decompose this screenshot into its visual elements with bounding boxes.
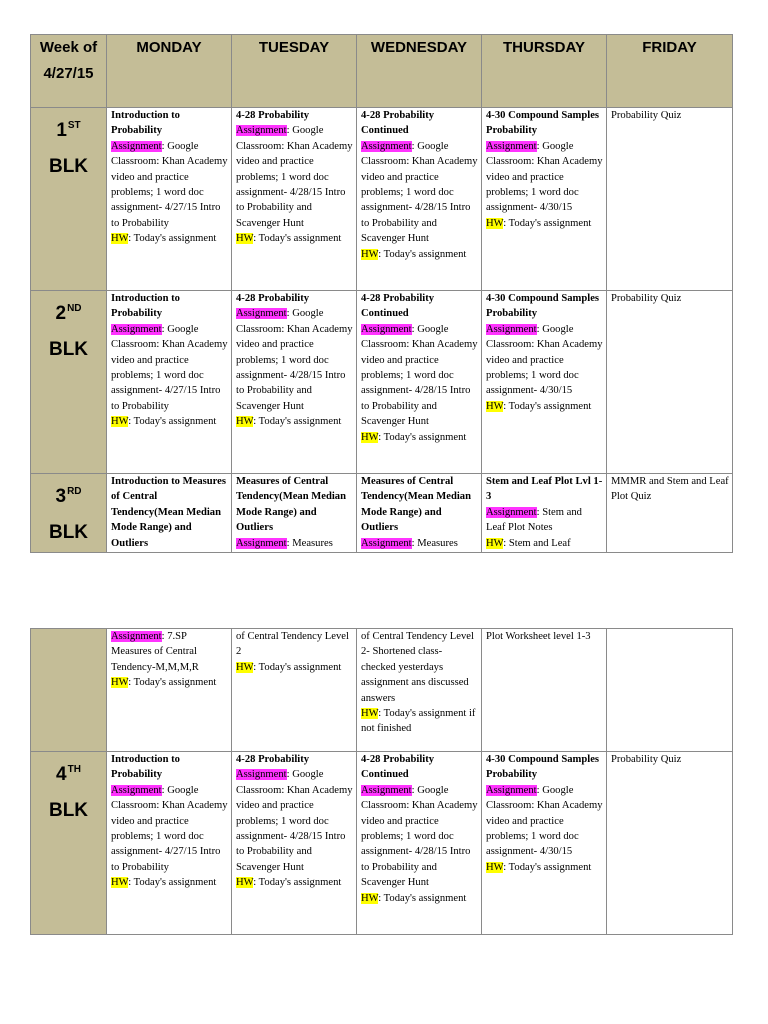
hw-label: HW: [236, 416, 254, 428]
cell-blk4-thursday: [482, 752, 607, 935]
assignment-label: Assignment: [361, 140, 412, 152]
assignment-label: Assignment: [486, 140, 537, 152]
block-label-1: [31, 108, 107, 291]
hw-text: : Today's assignment: [503, 217, 592, 229]
lesson-title: Measures of Central Tendency(Mean Median Mode Range) and Outliers: [236, 476, 346, 534]
continued-text: Plot Worksheet level 1-3: [486, 631, 591, 642]
block-row-3: [31, 474, 733, 553]
block-label-4: [31, 752, 107, 935]
friday-text: Probability Quiz: [611, 110, 682, 121]
cell-blk1-monday: [107, 108, 232, 291]
cell-blk2-thursday: [482, 291, 607, 474]
cell-blk3-wednesday-cont: [357, 629, 482, 752]
lesson-title: Introduction to Measures of Central Tendency(Mean Median Mode Range) and Outliers: [111, 476, 226, 549]
assignment-label: Assignment: [236, 769, 287, 781]
hw-label: HW: [111, 677, 129, 689]
assignment-text: : Google Classroom: Khan Academy video and practice problems; 1 word doc assignment- 4/28/15 Intro to Probability and Scavenger Hunt: [236, 769, 353, 873]
assignment-text: : Google Classroom: Khan Academy video and practice problems; 1 word doc assignment- 4/30/15: [486, 323, 603, 397]
assignment-text: : Google Classroom: Khan Academy video and practice problems; 1 word doc assignment- 4/28/15 Intro to Probability and Scavenger Hunt: [361, 140, 478, 245]
lesson-title: Introduction to Probability: [111, 754, 180, 781]
friday-text: Probability Quiz: [611, 293, 682, 304]
hw-label: HW: [486, 861, 504, 873]
lesson-title: 4-28 Probability Continued: [361, 293, 435, 320]
block-word: BLK: [48, 339, 89, 360]
assignment-text: : Google Classroom: Khan Academy video and practice problems; 1 word doc assignment- 4/28/15 Intro to Probability and Scavenger Hunt: [236, 308, 353, 412]
day-header-wednesday: WEDNESDAY: [357, 35, 482, 108]
hw-text: : Today's assignment: [378, 431, 467, 443]
assignment-text: : Google Classroom: Khan Academy video and practice problems; 1 word doc assignment- 4/27/15 Intro to Probability: [111, 323, 228, 412]
assignment-label: Assignment: [361, 784, 412, 796]
header-row: [31, 35, 733, 108]
assignment-text: : Measures: [286, 537, 333, 549]
block-label-2: [31, 291, 107, 474]
block-ordinal: ST: [67, 120, 81, 131]
hw-label: HW: [236, 233, 254, 245]
assignment-text: : Google Classroom: Khan Academy video and practice problems; 1 word doc assignment- 4/28/15 Intro to Probability and Scavenger Hunt: [361, 784, 478, 889]
block-number: 2: [55, 303, 67, 324]
lesson-title: 4-28 Probability: [236, 293, 310, 304]
cell-blk3-thursday: [482, 474, 607, 553]
block-row-2: [31, 291, 733, 474]
hw-text: : Today's assignment: [253, 416, 342, 428]
assignment-label: Assignment: [486, 506, 537, 518]
assignment-label: Assignment: [361, 323, 412, 335]
day-header-tuesday: TUESDAY: [232, 35, 357, 108]
block-number: 1: [56, 120, 67, 141]
hw-text: : Today's assignment: [378, 892, 467, 904]
lesson-title: 4-28 Probability Continued: [361, 110, 435, 137]
hw-label: HW: [111, 877, 129, 889]
hw-text: : Stem and Leaf: [503, 537, 571, 549]
hw-text: : Today's assignment: [503, 400, 592, 412]
hw-text: : Today's assignment: [128, 677, 217, 689]
lesson-title: 4-30 Compound Samples Probability: [486, 293, 600, 320]
assignment-label: Assignment: [111, 631, 162, 642]
hw-label: HW: [361, 892, 379, 904]
week-header: Week of 4/27/15: [31, 35, 107, 108]
assignment-label: Assignment: [111, 323, 162, 335]
block-row-1: [31, 108, 733, 291]
assignment-label: Assignment: [111, 784, 162, 796]
hw-label: HW: [236, 661, 254, 673]
assignment-label: Assignment: [111, 140, 162, 152]
friday-text: Probability Quiz: [611, 754, 682, 765]
block-word: BLK: [48, 800, 89, 821]
cell-blk1-friday: [607, 108, 733, 291]
hw-text: : Today's assignment: [378, 248, 467, 260]
cell-blk1-wednesday: [357, 108, 482, 291]
lesson-title: 4-28 Probability: [236, 110, 310, 121]
hw-text: : Today's assignment if not finished: [361, 708, 476, 735]
cell-blk3-tuesday: [232, 474, 357, 553]
cell-blk4-tuesday: [232, 752, 357, 935]
cell-blk3-wednesday: [357, 474, 482, 553]
cell-blk4-wednesday: [357, 752, 482, 935]
hw-label: HW: [486, 400, 504, 412]
cell-blk1-tuesday: [232, 108, 357, 291]
hw-label: HW: [236, 877, 254, 889]
cell-blk2-friday: [607, 291, 733, 474]
assignment-text: : Google Classroom: Khan Academy video and practice problems; 1 word doc assignment- 4/28/15 Intro to Probability and Scavenger Hunt: [361, 323, 478, 428]
block-word: BLK: [48, 522, 89, 543]
cell-blk4-friday: [607, 752, 733, 935]
assignment-label: Assignment: [486, 784, 537, 796]
day-header-thursday: THURSDAY: [482, 35, 607, 108]
hw-label: HW: [361, 248, 379, 260]
hw-text: : Today's assignment: [503, 861, 592, 873]
assignment-text: : Stem and Leaf Plot Notes: [486, 506, 582, 534]
cell-blk1-thursday: [482, 108, 607, 291]
cell-blk3-friday-cont: [607, 629, 733, 752]
day-header-monday: MONDAY: [107, 35, 232, 108]
assignment-label: Assignment: [361, 537, 412, 549]
block-label-3-continued: [31, 629, 107, 752]
cell-blk3-tuesday-cont: [232, 629, 357, 752]
continued-text: of Central Tendency Level 2: [236, 631, 349, 658]
assignment-label: Assignment: [236, 308, 287, 320]
assignment-text: : Google Classroom: Khan Academy video and practice problems; 1 word doc assignment- 4/27/15 Intro to Probability: [111, 140, 228, 229]
hw-text: : Today's assignment: [128, 877, 217, 889]
assignment-text: : Google Classroom: Khan Academy video and practice problems; 1 word doc assignment- 4/27/15 Intro to Probability: [111, 784, 228, 873]
block-ordinal: ND: [67, 303, 82, 314]
block-number: 3: [55, 486, 67, 507]
block-ordinal: TH: [67, 764, 81, 775]
cell-blk2-tuesday: [232, 291, 357, 474]
assignment-text: : Measures: [411, 537, 458, 549]
block-row-3-continued: [31, 629, 733, 752]
cell-blk3-monday: [107, 474, 232, 553]
cell-blk3-thursday-cont: [482, 629, 607, 752]
assignment-label: Assignment: [486, 323, 537, 335]
assignment-text: : Google Classroom: Khan Academy video and practice problems; 1 word doc assignment- 4/30/15: [486, 140, 603, 214]
hw-label: HW: [361, 431, 379, 443]
cell-blk3-monday-cont: [107, 629, 232, 752]
cell-blk4-monday: [107, 752, 232, 935]
hw-label: HW: [486, 217, 504, 229]
hw-label: HW: [486, 537, 504, 549]
block-row-4: [31, 752, 733, 935]
assignment-label: Assignment: [236, 125, 287, 137]
block-number: 4: [56, 764, 67, 785]
lesson-plan-table-page2: [30, 628, 733, 935]
hw-text: : Today's assignment: [128, 233, 217, 245]
lesson-title: 4-28 Probability Continued: [361, 754, 435, 781]
hw-label: HW: [111, 416, 129, 428]
lesson-title: 4-28 Probability: [236, 754, 310, 765]
hw-text: : Today's assignment: [253, 877, 342, 889]
cell-blk2-monday: [107, 291, 232, 474]
lesson-title: Introduction to Probability: [111, 110, 180, 137]
cell-blk2-wednesday: [357, 291, 482, 474]
hw-text: : Today's assignment: [253, 661, 342, 673]
block-word: BLK: [48, 156, 89, 177]
continued-text: of Central Tendency Level 2- Shortened class- checked yesterdays assignment ans discussed answers: [361, 631, 474, 704]
block-label-3: [31, 474, 107, 553]
assignment-text: : Google Classroom: Khan Academy video and practice problems; 1 word doc assignment- 4/30/15: [486, 784, 603, 858]
lesson-title: Measures of Central Tendency(Mean Median Mode Range) and Outliers: [361, 476, 471, 534]
lesson-plan-table-page1: [30, 34, 733, 553]
lesson-title: 4-30 Compound Samples Probability: [486, 754, 600, 781]
assignment-label: Assignment: [236, 537, 287, 549]
cell-blk3-friday: [607, 474, 733, 553]
assignment-text: : 7.SP Measures of Central Tendency-M,M,M,R: [111, 631, 199, 673]
hw-label: HW: [111, 233, 129, 245]
block-ordinal: RD: [67, 486, 82, 497]
lesson-title: 4-30 Compound Samples Probability: [486, 110, 600, 137]
hw-text: : Today's assignment: [128, 416, 217, 428]
lesson-title: Stem and Leaf Plot Lvl 1-3: [486, 476, 603, 503]
assignment-text: : Google Classroom: Khan Academy video and practice problems; 1 word doc assignment- 4/28/15 Intro to Probability and Scavenger Hunt: [236, 125, 353, 229]
hw-label: HW: [361, 708, 379, 720]
lesson-title: Introduction to Probability: [111, 293, 180, 320]
day-header-friday: FRIDAY: [607, 35, 733, 108]
hw-text: : Today's assignment: [253, 233, 342, 245]
friday-text: MMMR and Stem and Leaf Plot Quiz: [611, 476, 729, 503]
